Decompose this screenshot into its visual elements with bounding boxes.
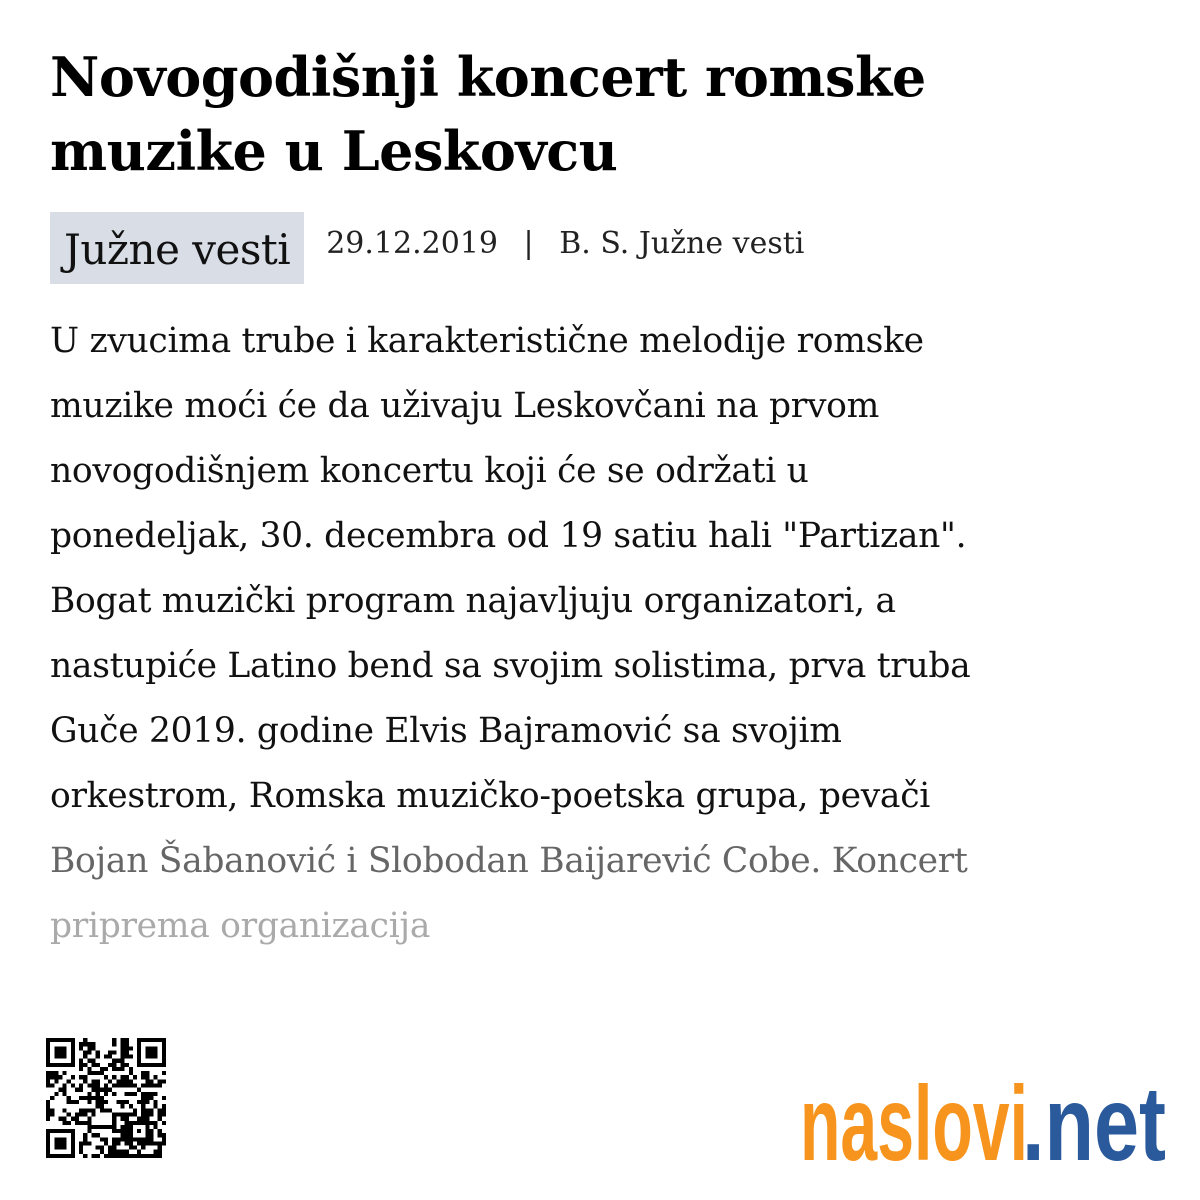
excerpt-line: Bogat muzički program najavljuju organizatori, a	[50, 581, 896, 621]
meta-info	[326, 226, 804, 261]
excerpt-line: priprema organizacija	[50, 906, 431, 946]
excerpt-line: Guče 2019. godine Elvis Bajramović sa svojim	[50, 711, 842, 751]
article-excerpt	[50, 309, 1150, 959]
excerpt-line: orkestrom, Romska muzičko-poetska grupa, pevači	[50, 776, 930, 816]
excerpt-line: muzike moći će da uživaju Leskovčani na prvom	[50, 386, 880, 426]
article-meta	[50, 212, 804, 284]
excerpt-line: Bojan Šabanović i Slobodan Baijarević Cobe. Koncert	[50, 841, 968, 881]
excerpt-line: nastupiće Latino bend sa svojim solistima, prva truba	[50, 646, 971, 686]
publish-date: 29.12.2019	[326, 225, 498, 261]
article-title: Novogodišnji koncert romske muzike u Leskovcu	[50, 45, 926, 183]
excerpt-line: novogodišnjem koncertu koji će se održati u	[50, 451, 809, 491]
excerpt-line: U zvucima trube i karakteristične melodije romske	[50, 321, 924, 361]
article-author: B. S. Južne vesti	[559, 225, 805, 261]
qr-code-icon[interactable]	[46, 1038, 166, 1158]
meta-separator: |	[523, 225, 534, 261]
excerpt-line: ponedeljak, 30. decembra od 19 satiu hali "Partizan".	[50, 516, 967, 556]
logo-text-net: .net	[1022, 1065, 1166, 1172]
naslovi-logo[interactable]	[800, 1062, 1170, 1172]
logo-text-naslovi: naslovi	[800, 1065, 1028, 1172]
source-badge[interactable]: Južne vesti	[50, 212, 304, 284]
